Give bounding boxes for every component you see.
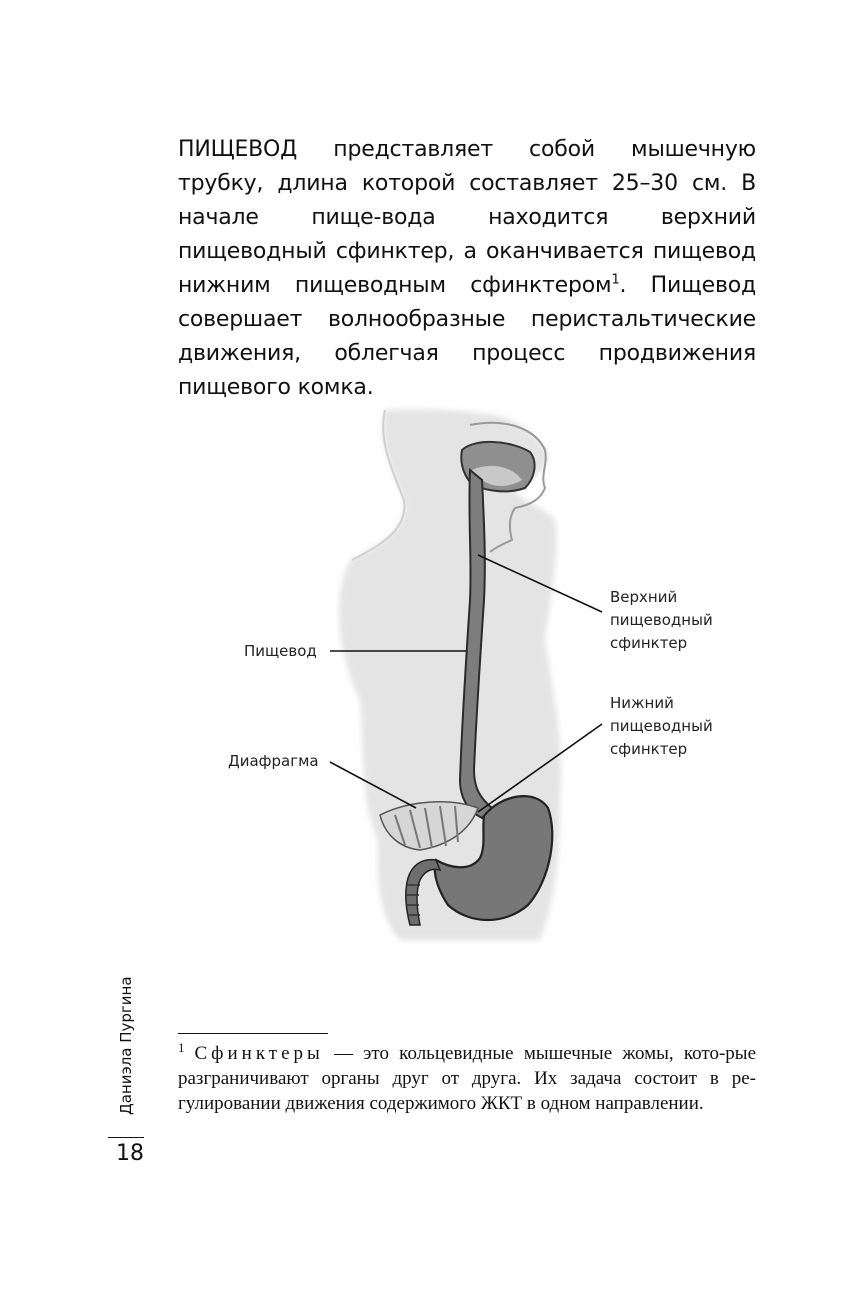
footnote-term: Сфинктеры (194, 1043, 324, 1064)
page-number-divider (108, 1137, 144, 1138)
author-name: Даниэла Пургина (117, 976, 135, 1115)
label-lower-sphincter: Нижний пищеводный сфинктер (610, 694, 713, 758)
label-diaphragm: Диафрагма (228, 752, 319, 770)
page-number: 18 (116, 1141, 144, 1166)
label-esophagus: Пищевод (244, 642, 317, 660)
footnote-number: 1 (178, 1039, 185, 1055)
main-paragraph: ПИЩЕВОД представляет собой мышечную трубку, длина которой составляет 25–30 см. В начале пище-вода находится верхний пищеводный сфинктер, а оканчивается пищевод нижним пищеводным сфинктером$^1$. Пищевод совершает волнообразные перистальтические движения, облегчая процесс продвижения пищевого комка. (178, 137, 757, 400)
footnote-divider (178, 1033, 328, 1034)
label-upper-sphincter: Верхний пищеводный сфинктер (610, 588, 713, 652)
footnote (178, 1041, 756, 1116)
footnote-text: — это кольцевидные мышечные жомы, кото-рые разграничивают органы друг от друга. Их задача состоит в ре-гулировании движения содержимого ЖКТ в одном направлении. (178, 1043, 756, 1114)
